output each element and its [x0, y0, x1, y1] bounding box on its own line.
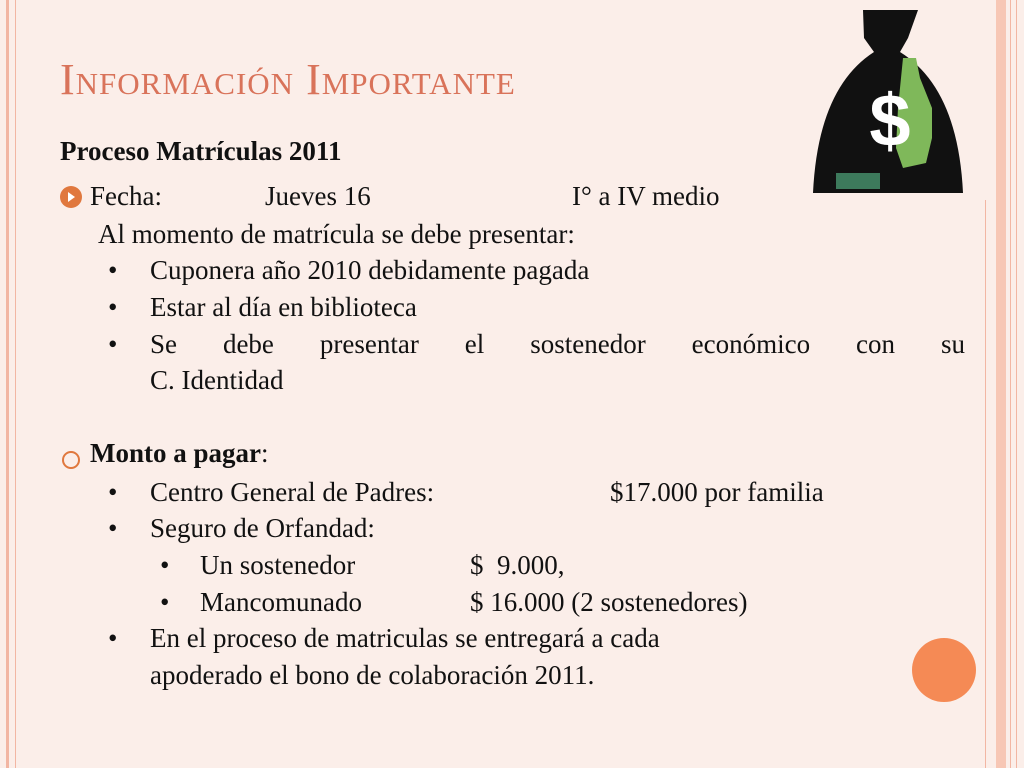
- mancomunado-value: $ 16.000 (2 sostenedores): [470, 587, 748, 617]
- presentar-item-continued: C. Identidad: [150, 365, 284, 395]
- presentar-intro: Al momento de matrícula se debe presentar:: [98, 219, 575, 249]
- dollar-sign-icon: $: [869, 79, 911, 162]
- bullet-dot: •: [160, 587, 170, 617]
- left-border-thin-line: [15, 0, 16, 768]
- bullet-dot: •: [108, 623, 118, 653]
- presentar-item: Se debe presentar el sostenedor económico con su: [150, 329, 965, 359]
- circle-bullet-icon: [62, 451, 80, 469]
- right-border-line: [1010, 0, 1011, 768]
- mancomunado-label: Mancomunado: [200, 587, 362, 617]
- right-border-outer-line: [1016, 0, 1017, 768]
- bullet-dot: •: [108, 292, 118, 322]
- decorative-circle: [912, 638, 976, 702]
- section-subtitle: Proceso Matrículas 2011: [60, 136, 342, 166]
- money-bag-icon: [808, 8, 968, 198]
- presentar-item: Estar al día en biblioteca: [150, 292, 417, 322]
- fecha-label: Fecha:: [90, 181, 162, 211]
- fecha-day: Jueves 16: [265, 181, 371, 211]
- un-sostenedor-label: Un sostenedor: [200, 550, 356, 580]
- arrow-bullet-icon: [60, 186, 82, 208]
- right-border-band: [996, 0, 1006, 768]
- centro-value: $17.000 por familia: [610, 477, 824, 507]
- bullet-dot: •: [108, 255, 118, 285]
- fecha-level: I° a IV medio: [572, 181, 720, 211]
- bullet-dot: •: [108, 477, 118, 507]
- slide-title: Información Importante: [60, 55, 516, 104]
- un-sostenedor-value: $ 9.000,: [470, 550, 565, 580]
- bullet-dot: •: [108, 513, 118, 543]
- entrega-line-1: En el proceso de matriculas se entregará a cada: [150, 623, 660, 653]
- bullet-dot: •: [108, 329, 118, 359]
- entrega-line-2: apoderado el bono de colaboración 2011.: [150, 660, 595, 690]
- monto-heading: [90, 438, 269, 469]
- right-border-inner-line: [985, 200, 986, 768]
- seguro-label: Seguro de Orfandad:: [150, 513, 375, 543]
- centro-label: Centro General de Padres:: [150, 477, 435, 507]
- monto-label: Monto a pagar: [90, 438, 261, 468]
- left-border-line: [6, 0, 9, 768]
- bullet-dot: •: [160, 550, 170, 580]
- monto-colon: :: [261, 438, 269, 468]
- presentar-item: Cuponera año 2010 debidamente pagada: [150, 255, 590, 285]
